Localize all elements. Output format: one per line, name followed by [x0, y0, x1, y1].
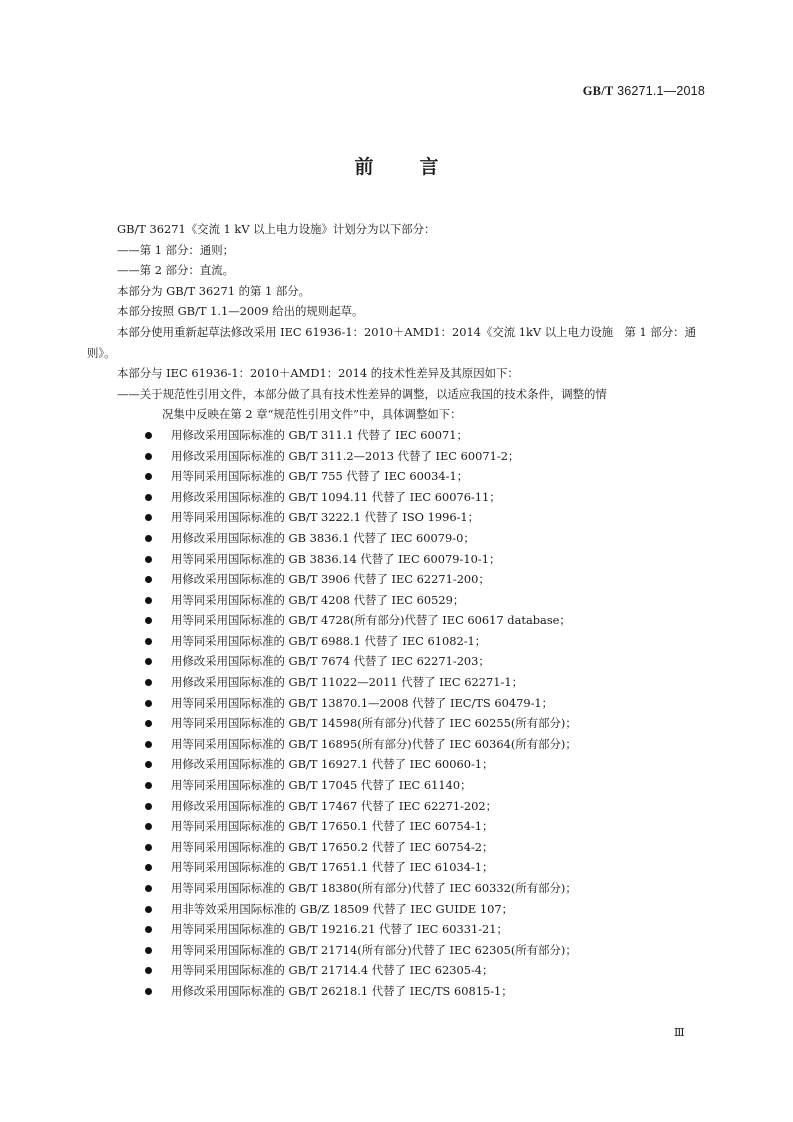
- list-item: 用修改采用国际标准的 GB/T 3906 代替了 IEC 62271-200；: [145, 569, 705, 590]
- bullet-icon: [145, 988, 152, 995]
- list-item: 用非等效采用国际标准的 GB/Z 18509 代替了 IEC GUIDE 107；: [145, 899, 705, 920]
- document-body: [87, 219, 705, 1002]
- bullet-icon: [145, 803, 152, 810]
- bullet-icon: [145, 700, 152, 707]
- bullet-icon: [145, 823, 152, 830]
- page-title: 前言: [354, 156, 485, 178]
- list-item: 用等同采用国际标准的 GB 3836.14 代替了 IEC 60079-10-1；: [145, 549, 705, 570]
- normative-references-note-line2: 况集中反映在第 2 章“规范性引用文件”中，具体调整如下：: [162, 407, 462, 422]
- page-number: Ⅲ: [674, 1026, 685, 1039]
- bullet-icon: [145, 658, 152, 665]
- list-item: 用等同采用国际标准的 GB/T 17650.1 代替了 IEC 60754-1；: [145, 816, 705, 837]
- bullet-icon: [145, 556, 152, 563]
- list-item: 用修改采用国际标准的 GB/T 311.2—2013 代替了 IEC 60071-2；: [145, 446, 705, 467]
- bullet-icon: [145, 597, 152, 604]
- list-item: 用修改采用国际标准的 GB/T 11022—2011 代替了 IEC 62271-1；: [145, 672, 705, 693]
- standard-number: 36271.1—2018: [617, 84, 705, 98]
- standard-prefix: GB/T: [582, 84, 614, 98]
- bullet-icon: [145, 741, 152, 748]
- bullet-icon: [145, 432, 152, 439]
- bullet-icon: [145, 761, 152, 768]
- list-item: 用等同采用国际标准的 GB/T 21714.4 代替了 IEC 62305-4；: [145, 960, 705, 981]
- normative-references-note-line1: ——关于规范性引用文件，本部分做了具有技术性差异的调整，以适应我国的技术条件，调整的情: [117, 386, 607, 401]
- drafting-rule-statement: 本部分按照 GB/T 1.1—2009 给出的规则起草。: [117, 304, 364, 319]
- bullet-icon: [145, 473, 152, 480]
- standard-code-header: [583, 84, 705, 99]
- reference-replacement-list: [87, 425, 705, 1002]
- bullet-icon: [145, 638, 152, 645]
- list-item: 用等同采用国际标准的 GB/T 6988.1 代替了 IEC 61082-1；: [145, 631, 705, 652]
- bullet-icon: [145, 453, 152, 460]
- part-statement: 本部分为 GB/T 36271 的第 1 部分。: [117, 283, 311, 298]
- list-item: 用等同采用国际标准的 GB/T 16895(所有部分)代替了 IEC 60364(所有部分)；: [145, 734, 705, 755]
- list-item: 用等同采用国际标准的 GB/T 19216.21 代替了 IEC 60331-21；: [145, 919, 705, 940]
- bullet-icon: [145, 864, 152, 871]
- list-item: 用等同采用国际标准的 GB/T 17650.2 代替了 IEC 60754-2；: [145, 837, 705, 858]
- bullet-icon: [145, 514, 152, 521]
- list-item: 用等同采用国际标准的 GB/T 18380(所有部分)代替了 IEC 60332(所有部分)；: [145, 878, 705, 899]
- bullet-icon: [145, 679, 152, 686]
- bullet-icon: [145, 782, 152, 789]
- bullet-icon: [145, 885, 152, 892]
- list-item: 用等同采用国际标准的 GB/T 13870.1—2008 代替了 IEC/TS 60479-1；: [145, 693, 705, 714]
- list-item: 用等同采用国际标准的 GB/T 4208 代替了 IEC 60529；: [145, 590, 705, 611]
- list-item: 用修改采用国际标准的 GB/T 17467 代替了 IEC 62271-202；: [145, 796, 705, 817]
- intro-paragraph: GB/T 36271《交流 1 kV 以上电力设施》计划分为以下部分：: [117, 222, 436, 236]
- list-item: 用等同采用国际标准的 GB/T 17045 代替了 IEC 61140；: [145, 775, 705, 796]
- list-item: 用等同采用国际标准的 GB/T 3222.1 代替了 ISO 1996-1；: [145, 507, 705, 528]
- bullet-icon: [145, 967, 152, 974]
- bullet-icon: [145, 720, 152, 727]
- bullet-icon: [145, 947, 152, 954]
- list-item: 用修改采用国际标准的 GB/T 26218.1 代替了 IEC/TS 60815-1；: [145, 981, 705, 1002]
- list-item: 用修改采用国际标准的 GB/T 16927.1 代替了 IEC 60060-1；: [145, 754, 705, 775]
- adoption-statement: 本部分使用重新起草法修改采用 IEC 61936-1：2010＋AMD1：2014《交流 1kV 以上电力设施 第 1 部分：通则》。: [87, 324, 696, 360]
- bullet-icon: [145, 844, 152, 851]
- list-item: 用修改采用国际标准的 GB/T 311.1 代替了 IEC 60071；: [145, 425, 705, 446]
- list-item: 用等同采用国际标准的 GB/T 21714(所有部分)代替了 IEC 62305(所有部分)；: [145, 940, 705, 961]
- list-item: 用等同采用国际标准的 GB/T 4728(所有部分)代替了 IEC 60617 database；: [145, 610, 705, 631]
- bullet-icon: [145, 494, 152, 501]
- normative-references-note: [87, 384, 705, 425]
- differences-statement: 本部分与 IEC 61936-1：2010＋AMD1：2014 的技术性差异及其原因如下：: [117, 366, 519, 381]
- part-1-item: ——第 1 部分：通则；: [117, 242, 235, 257]
- bullet-icon: [145, 617, 152, 624]
- list-item: 用等同采用国际标准的 GB/T 14598(所有部分)代替了 IEC 60255(所有部分)；: [145, 713, 705, 734]
- list-item: 用等同采用国际标准的 GB/T 755 代替了 IEC 60034-1；: [145, 466, 705, 487]
- bullet-icon: [145, 535, 152, 542]
- list-item: 用等同采用国际标准的 GB/T 17651.1 代替了 IEC 61034-1；: [145, 857, 705, 878]
- part-2-item: ——第 2 部分：直流。: [117, 263, 235, 278]
- list-item: 用修改采用国际标准的 GB/T 1094.11 代替了 IEC 60076-11；: [145, 487, 705, 508]
- bullet-icon: [145, 576, 152, 583]
- bullet-icon: [145, 926, 152, 933]
- list-item: 用修改采用国际标准的 GB 3836.1 代替了 IEC 60079-0；: [145, 528, 705, 549]
- list-item: 用修改采用国际标准的 GB/T 7674 代替了 IEC 62271-203；: [145, 651, 705, 672]
- bullet-icon: [145, 906, 152, 913]
